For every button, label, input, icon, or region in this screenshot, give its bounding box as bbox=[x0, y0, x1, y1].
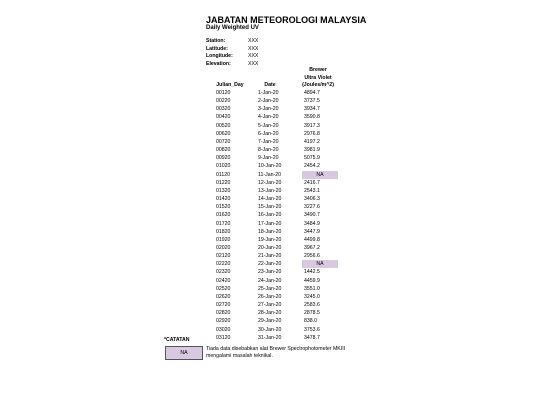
date-cell: 8-Jan-20 bbox=[258, 147, 279, 154]
note-text-line: Tiada data disebabkan alat Brewer Spectrophotometer MKIII bbox=[206, 346, 346, 352]
table-row bbox=[206, 301, 338, 309]
uv-value-cell: 838.0 bbox=[304, 318, 317, 325]
uv-value-cell: 3490.7 bbox=[304, 212, 320, 219]
page-title: JABATAN METEOROLOGI MALAYSIA bbox=[206, 15, 367, 25]
julian-day-cell: 00720 bbox=[216, 138, 231, 145]
date-cell: 18-Jan-20 bbox=[258, 228, 282, 235]
table-row bbox=[206, 162, 338, 170]
column-header-uv bbox=[300, 67, 336, 90]
table-row bbox=[206, 146, 338, 154]
julian-day-cell: 02820 bbox=[216, 310, 231, 317]
julian-day-cell: 00820 bbox=[216, 147, 231, 154]
meta-row-station bbox=[206, 38, 258, 46]
date-cell: 1-Jan-20 bbox=[258, 90, 279, 96]
page-subtitle: Daily Weighted UV bbox=[206, 25, 259, 31]
note-title: *CATATAN bbox=[164, 337, 190, 343]
uv-value-cell: 2416.7 bbox=[304, 179, 320, 186]
julian-day-cell: 02920 bbox=[216, 318, 231, 325]
julian-day-cell: 02520 bbox=[216, 285, 231, 292]
julian-day-cell: 01220 bbox=[216, 179, 231, 186]
date-cell: 13-Jan-20 bbox=[258, 187, 282, 194]
uv-value-cell: 3406.3 bbox=[304, 196, 320, 203]
meta-row-elevation bbox=[206, 61, 258, 69]
uv-value-cell: 2956.6 bbox=[304, 253, 320, 260]
table-row bbox=[206, 203, 338, 211]
table-row bbox=[206, 309, 338, 317]
julian-day-cell: 02620 bbox=[216, 293, 231, 300]
uv-header-line3: (Joules/m^2) bbox=[302, 82, 334, 89]
date-cell: 15-Jan-20 bbox=[258, 204, 282, 211]
table-row bbox=[206, 236, 338, 244]
uv-value-cell: NA bbox=[302, 260, 338, 268]
date-cell: 27-Jan-20 bbox=[258, 302, 282, 309]
uv-value-cell: 3478.7 bbox=[304, 334, 320, 341]
uv-value-cell: 3753.6 bbox=[304, 326, 320, 333]
table-row bbox=[206, 105, 338, 113]
julian-day-cell: 01820 bbox=[216, 228, 231, 235]
table-row bbox=[206, 228, 338, 236]
meta-label: Station: bbox=[206, 38, 226, 44]
uv-value-cell: 1442.5 bbox=[304, 269, 320, 276]
uv-value-cell: 2543.1 bbox=[304, 187, 320, 194]
julian-day-cell: 02420 bbox=[216, 277, 231, 284]
table-row bbox=[206, 211, 338, 219]
date-cell: 16-Jan-20 bbox=[258, 212, 282, 219]
date-cell: 20-Jan-20 bbox=[258, 244, 282, 251]
uv-value-cell: 4894.7 bbox=[304, 90, 320, 96]
julian-day-cell: 00420 bbox=[216, 114, 231, 121]
date-cell: 9-Jan-20 bbox=[258, 155, 279, 162]
date-cell: 29-Jan-20 bbox=[258, 318, 282, 325]
uv-value-cell: 2976.8 bbox=[304, 130, 320, 137]
date-cell: 19-Jan-20 bbox=[258, 236, 282, 243]
uv-value-cell: 4197.2 bbox=[304, 138, 320, 145]
table-row bbox=[206, 334, 338, 342]
meta-label: Elevation: bbox=[206, 60, 231, 67]
table-row bbox=[206, 138, 338, 146]
uv-value-cell: 2454.2 bbox=[304, 163, 320, 170]
date-cell: 31-Jan-20 bbox=[258, 334, 282, 341]
uv-value-cell: 3981.9 bbox=[304, 147, 320, 154]
julian-day-cell: 02120 bbox=[216, 253, 231, 260]
meta-value: XXX bbox=[248, 45, 259, 52]
date-cell: 12-Jan-20 bbox=[258, 179, 282, 186]
note-text-line: mengalami masalah teknikal. bbox=[206, 353, 273, 359]
date-cell: 23-Jan-20 bbox=[258, 269, 282, 276]
column-header-julian-day: Julian_Day bbox=[216, 82, 244, 88]
julian-day-cell: 01020 bbox=[216, 163, 231, 170]
meta-value: XXX bbox=[248, 60, 259, 67]
uv-value-cell: 3245.0 bbox=[304, 293, 320, 300]
meta-value: XXX bbox=[248, 38, 259, 44]
date-cell: 7-Jan-20 bbox=[258, 138, 279, 145]
table-row bbox=[206, 97, 338, 105]
table-row bbox=[206, 285, 338, 293]
date-cell: 10-Jan-20 bbox=[258, 163, 282, 170]
table-row bbox=[206, 277, 338, 285]
date-cell: 25-Jan-20 bbox=[258, 285, 282, 292]
date-cell: 24-Jan-20 bbox=[258, 277, 282, 284]
uv-value-cell: 2878.5 bbox=[304, 310, 320, 317]
table-row bbox=[206, 187, 338, 195]
julian-day-cell: 01720 bbox=[216, 220, 231, 227]
date-cell: 3-Jan-20 bbox=[258, 106, 279, 113]
julian-day-cell: 01620 bbox=[216, 212, 231, 219]
table-row bbox=[206, 293, 338, 301]
date-cell: 21-Jan-20 bbox=[258, 253, 282, 260]
meta-row-longitude bbox=[206, 53, 258, 61]
uv-value-cell: NA bbox=[302, 171, 338, 179]
uv-value-cell: 3967.2 bbox=[304, 244, 320, 251]
meta-row-latitude bbox=[206, 46, 258, 54]
uv-data-table bbox=[206, 89, 338, 342]
date-cell: 11-Jan-20 bbox=[258, 171, 281, 178]
table-row bbox=[206, 195, 338, 203]
meta-label: Latitude: bbox=[206, 45, 228, 52]
date-cell: 2-Jan-20 bbox=[258, 98, 279, 105]
uv-value-cell: 2583.6 bbox=[304, 302, 320, 309]
table-row bbox=[206, 252, 338, 260]
date-cell: 17-Jan-20 bbox=[258, 220, 282, 227]
table-row bbox=[206, 89, 338, 97]
julian-day-cell: 02220 bbox=[216, 261, 231, 268]
uv-value-cell: 3484.9 bbox=[304, 220, 320, 227]
uv-header-line1: Brewer bbox=[309, 67, 327, 73]
date-cell: 4-Jan-20 bbox=[258, 114, 279, 121]
date-cell: 22-Jan-20 bbox=[258, 261, 282, 268]
date-cell: 28-Jan-20 bbox=[258, 310, 282, 317]
date-cell: 5-Jan-20 bbox=[258, 122, 279, 129]
meta-value: XXX bbox=[248, 53, 259, 60]
table-row bbox=[206, 179, 338, 187]
date-cell: 14-Jan-20 bbox=[258, 196, 282, 203]
uv-value-cell: 5075.9 bbox=[304, 155, 320, 162]
uv-value-cell: 3590.8 bbox=[304, 114, 320, 121]
julian-day-cell: 00620 bbox=[216, 130, 231, 137]
uv-value-cell: 3737.5 bbox=[304, 98, 320, 105]
date-cell: 30-Jan-20 bbox=[258, 326, 282, 333]
julian-day-cell: 01320 bbox=[216, 187, 231, 194]
uv-value-cell: 3447.9 bbox=[304, 228, 320, 235]
julian-day-cell: 03120 bbox=[216, 334, 231, 341]
na-legend-box: NA bbox=[165, 346, 203, 360]
date-cell: 26-Jan-20 bbox=[258, 293, 282, 300]
julian-day-cell: 01420 bbox=[216, 196, 231, 203]
table-row bbox=[206, 220, 338, 228]
uv-value-cell: 3227.6 bbox=[304, 204, 320, 211]
julian-day-cell: 03020 bbox=[216, 326, 231, 333]
date-cell: 6-Jan-20 bbox=[258, 130, 279, 137]
table-row bbox=[206, 171, 338, 179]
column-header-date: Date bbox=[264, 82, 276, 88]
uv-value-cell: 4459.9 bbox=[304, 277, 320, 284]
table-row bbox=[206, 130, 338, 138]
julian-day-cell: 01520 bbox=[216, 204, 231, 211]
julian-day-cell: 00520 bbox=[216, 122, 231, 129]
table-row bbox=[206, 326, 338, 334]
uv-value-cell: 4499.8 bbox=[304, 236, 320, 243]
table-row bbox=[206, 113, 338, 121]
table-row bbox=[206, 154, 338, 162]
julian-day-cell: 02020 bbox=[216, 244, 231, 251]
julian-day-cell: 02720 bbox=[216, 302, 231, 309]
table-row bbox=[206, 268, 338, 276]
julian-day-cell: 01120 bbox=[216, 171, 231, 178]
table-row bbox=[206, 260, 338, 268]
table-row bbox=[206, 122, 338, 130]
station-metadata bbox=[206, 38, 258, 68]
uv-value-cell: 3551.0 bbox=[304, 285, 320, 292]
meta-label: Longitude: bbox=[206, 53, 233, 60]
julian-day-cell: 00320 bbox=[216, 106, 231, 113]
julian-day-cell: 02320 bbox=[216, 269, 231, 276]
table-row bbox=[206, 317, 338, 325]
uv-value-cell: 3917.3 bbox=[304, 122, 320, 129]
julian-day-cell: 00220 bbox=[216, 98, 231, 105]
julian-day-cell: 00120 bbox=[216, 90, 231, 96]
uv-header-line2: Ultra Violet bbox=[304, 74, 332, 81]
table-row bbox=[206, 244, 338, 252]
note-text bbox=[206, 346, 406, 360]
uv-value-cell: 3934.7 bbox=[304, 106, 320, 113]
julian-day-cell: 00920 bbox=[216, 155, 231, 162]
julian-day-cell: 01920 bbox=[216, 236, 231, 243]
